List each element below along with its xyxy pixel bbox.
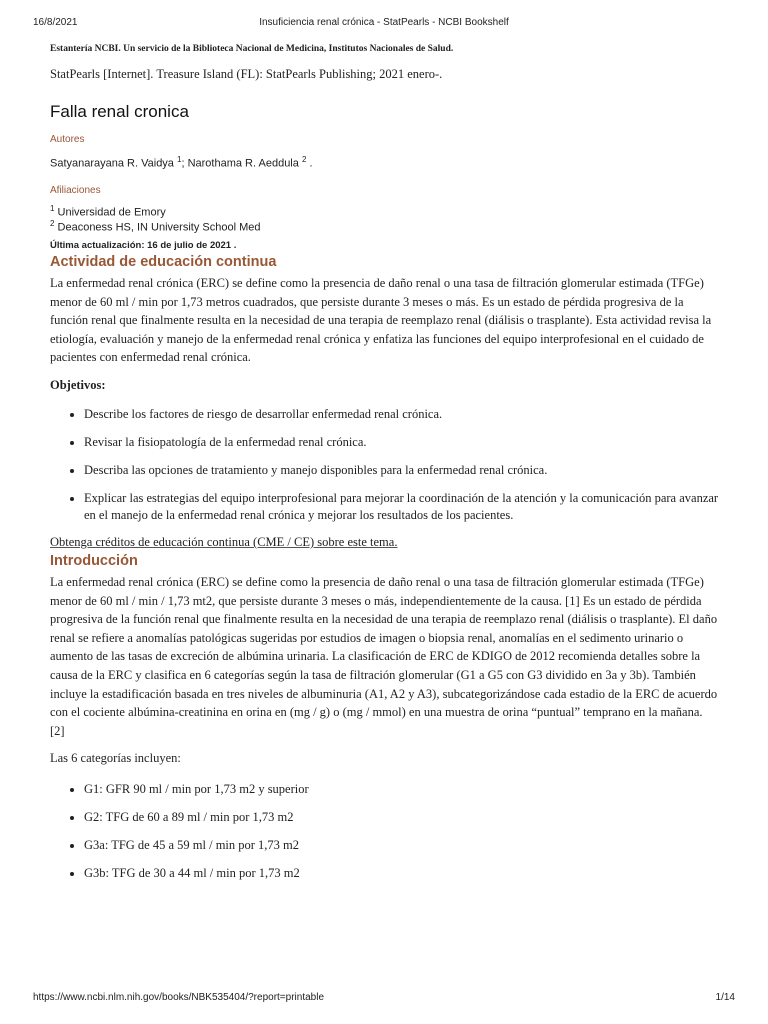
author-separator: ;	[181, 157, 188, 170]
affiliations-label[interactable]: Afiliaciones	[50, 185, 101, 196]
affiliation-1-number: 1	[50, 204, 55, 213]
print-page-number: 1/14	[715, 992, 735, 1003]
author-2-affil-ref: 2	[301, 155, 307, 164]
categories-intro: Las 6 categorías incluyen:	[50, 751, 181, 766]
authors-line	[50, 155, 720, 171]
print-page-title: Insuficiencia renal crónica - StatPearls - NCBI Bookshelf	[259, 17, 509, 28]
affiliation-1	[50, 204, 720, 219]
objective-item: • Describe los factores de riesgo de desarrollar enfermedad renal crónica.	[84, 406, 720, 423]
intro-heading: Introducción	[50, 552, 138, 569]
document-content	[50, 44, 720, 893]
category-item: • G1: GFR 90 ml / min por 1,73 m2 y superior	[84, 781, 720, 798]
cme-paragraph: La enfermedad renal crónica (ERC) se define como la presencia de daño renal o una tasa de filtración glomerular estimada (TFGe) menor de 60 ml / min por 1,73 metros cuadrados, que persiste durante 3 meses o más. Es un estado de pérdida progresiva de la función renal que finalmente resulta en la necesidad de una terapia de reemplazo renal (diálisis o trasplante). Esta actividad revisa la etiología, evaluación y manejo de la enfermedad renal crónica y enfatiza las funciones del equipo interprofesional en el cuidado de pacientes con enfermedad renal crónica.	[50, 276, 712, 365]
categories-list	[50, 781, 720, 882]
author-2[interactable]: Narothama R. Aeddula	[187, 157, 299, 170]
print-url: https://www.ncbi.nlm.nih.gov/books/NBK535404/?report=printable	[33, 992, 325, 1003]
affiliation-2-number: 2	[50, 219, 55, 228]
objective-item: • Revisar la fisiopatología de la enfermedad renal crónica.	[84, 434, 720, 451]
objectives-label: Objetivos:	[50, 377, 106, 392]
objective-item: • Describa las opciones de tratamiento y manejo disponibles para la enfermedad renal crónica.	[84, 462, 720, 479]
print-date: 16/8/2021	[33, 17, 78, 28]
category-item: • G3a: TFG de 45 a 59 ml / min por 1,73 m2	[84, 837, 720, 854]
affiliation-2-name: Deaconess HS, IN University School Med	[57, 221, 261, 234]
affiliation-1-name: Universidad de Emory	[57, 206, 166, 219]
last-update: Última actualización: 16 de julio de 2021 .	[50, 240, 237, 251]
authors-label[interactable]: Autores	[50, 134, 85, 145]
cme-credits-link[interactable]: Obtenga créditos de educación continua (CME / CE) sobre este tema.	[50, 534, 398, 549]
page-title: Falla renal cronica	[50, 102, 189, 121]
objective-item: • Explicar las estrategias del equipo interprofesional para mejorar la coordinación de la atención y la comunicación para avanzar en el manejo de la enfermedad renal crónica y mejorar los resultados de los pacientes.	[84, 490, 720, 524]
category-item: • G2: TFG de 60 a 89 ml / min por 1,73 m2	[84, 809, 720, 826]
objectives-list	[50, 406, 720, 524]
citation: StatPearls [Internet]. Treasure Island (FL): StatPearls Publishing; 2021 enero-.	[50, 67, 443, 81]
intro-paragraph: La enfermedad renal crónica (ERC) se define como la presencia de daño renal o una tasa de filtración glomerular estimada (TFGe) menor de 60 ml / min / 1,73 mt2, que persiste durante 3 meses o más, independientemente de la causa. [1] Es un estado de pérdida progresiva de la función renal que finalmente resulta en la necesidad de una terapia de reemplazo renal (diálisis o trasplante). El daño renal se refiere a anomalías patológicas sugeridas por estudios de imagen o biopsia renal, anomalías en el sedimento urinario o aumento de las tasas de excreción de albúmina urinaria. La clasificación de ERC de KDIGO de 2012 recomienda detalles sobre la causa de la ERC y clasifica en 6 categorías según la tasa de filtración glomerular (G1 a G5 con G3 dividido en 3a y 3b). También incluye la estadificación basada en tres niveles de albuminuria (A1, A2 y A3), subcategorizándose cada estadio de la ERC de acuerdo con el cociente albúmina-creatinina en orina en (mg / g) o (mg / mmol) en una muestra de orina “puntual” temprano en la mañana. [2]	[50, 574, 718, 738]
cme-heading: Actividad de educación continua	[50, 254, 277, 270]
author-end: .	[306, 157, 313, 170]
author-1[interactable]: Satyanarayana R. Vaidya	[50, 157, 174, 170]
affiliation-2	[50, 219, 720, 234]
ncbi-shelf-line: Estantería NCBI. Un servicio de la Biblioteca Nacional de Medicina, Institutos Nacionales de Salud.	[50, 44, 454, 54]
author-1-affil-ref: 1	[177, 155, 182, 164]
print-footer	[0, 992, 768, 1006]
print-header	[0, 17, 768, 31]
category-item: • G3b: TFG de 30 a 44 ml / min por 1,73 m2	[84, 865, 720, 882]
affiliations	[50, 204, 720, 234]
